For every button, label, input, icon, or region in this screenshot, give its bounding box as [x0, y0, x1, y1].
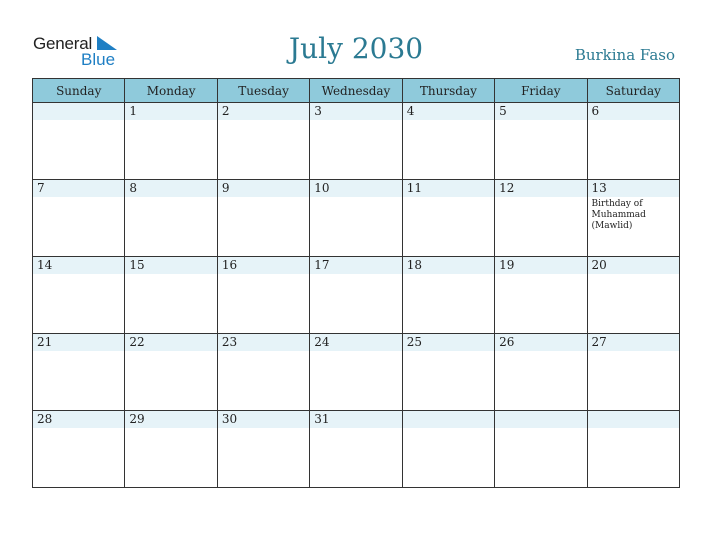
day-number: 30 — [218, 411, 309, 428]
day-cell — [310, 257, 402, 334]
day-cell — [495, 103, 587, 180]
day-number — [588, 411, 679, 428]
day-number: 5 — [495, 103, 586, 120]
day-number: 4 — [403, 103, 494, 120]
day-cell — [125, 103, 217, 180]
day-cell — [125, 411, 217, 488]
day-number: 23 — [218, 334, 309, 351]
day-cell — [402, 257, 494, 334]
day-cell — [402, 180, 494, 257]
day-cell — [495, 334, 587, 411]
day-number: 28 — [33, 411, 124, 428]
day-number: 17 — [310, 257, 401, 274]
day-number: 24 — [310, 334, 401, 351]
day-cell — [33, 411, 125, 488]
day-cell — [402, 103, 494, 180]
day-cell — [33, 257, 125, 334]
week-row — [33, 180, 680, 257]
day-cell — [587, 180, 679, 257]
weekday-header: Tuesday — [217, 79, 309, 103]
day-cell — [33, 103, 125, 180]
day-number: 18 — [403, 257, 494, 274]
day-number: 3 — [310, 103, 401, 120]
day-number — [403, 411, 494, 428]
week-row — [33, 257, 680, 334]
day-cell — [217, 257, 309, 334]
day-number: 26 — [495, 334, 586, 351]
day-cell — [310, 334, 402, 411]
day-number: 19 — [495, 257, 586, 274]
country-label: Burkina Faso — [574, 46, 675, 64]
day-number: 10 — [310, 180, 401, 197]
weekday-header: Wednesday — [310, 79, 402, 103]
day-number — [495, 411, 586, 428]
day-cell — [495, 411, 587, 488]
day-cell — [217, 411, 309, 488]
day-cell — [587, 411, 679, 488]
day-number: 31 — [310, 411, 401, 428]
day-cell — [587, 103, 679, 180]
day-number: 13 — [588, 180, 679, 197]
day-cell — [217, 180, 309, 257]
day-cell — [125, 180, 217, 257]
day-number: 29 — [125, 411, 216, 428]
holiday-event: Birthday of Muhammad (Mawlid) — [591, 199, 646, 231]
weekday-header: Friday — [495, 79, 587, 103]
day-number: 25 — [403, 334, 494, 351]
day-number: 20 — [588, 257, 679, 274]
day-number: 2 — [218, 103, 309, 120]
day-number: 27 — [588, 334, 679, 351]
logo-word-blue: Blue — [81, 50, 116, 69]
day-cell — [217, 103, 309, 180]
day-number — [33, 103, 124, 120]
day-cell — [33, 180, 125, 257]
page-title: July 2030 — [288, 32, 424, 65]
day-cell — [125, 334, 217, 411]
day-cell — [310, 103, 402, 180]
day-number: 11 — [403, 180, 494, 197]
day-number: 7 — [33, 180, 124, 197]
day-cell — [33, 334, 125, 411]
day-cell — [587, 334, 679, 411]
day-cell — [495, 180, 587, 257]
day-number: 16 — [218, 257, 309, 274]
day-cell — [125, 257, 217, 334]
weekday-header: Saturday — [587, 79, 679, 103]
week-row — [33, 411, 680, 488]
day-cell — [217, 334, 309, 411]
day-cell — [310, 411, 402, 488]
week-row — [33, 103, 680, 180]
day-cell — [587, 257, 679, 334]
calendar-grid — [32, 78, 680, 488]
day-number: 9 — [218, 180, 309, 197]
day-cell — [495, 257, 587, 334]
day-number: 21 — [33, 334, 124, 351]
day-number: 22 — [125, 334, 216, 351]
day-number: 6 — [588, 103, 679, 120]
day-number: 14 — [33, 257, 124, 274]
weekday-header: Sunday — [33, 79, 125, 103]
day-cell — [402, 334, 494, 411]
weekday-header: Monday — [125, 79, 217, 103]
weekday-header: Thursday — [402, 79, 494, 103]
day-number: 12 — [495, 180, 586, 197]
weekday-header-row — [33, 79, 680, 103]
day-cell — [310, 180, 402, 257]
day-number: 8 — [125, 180, 216, 197]
day-number: 1 — [125, 103, 216, 120]
day-cell — [402, 411, 494, 488]
week-row — [33, 334, 680, 411]
logo-word-general: General — [33, 34, 93, 53]
day-number: 15 — [125, 257, 216, 274]
